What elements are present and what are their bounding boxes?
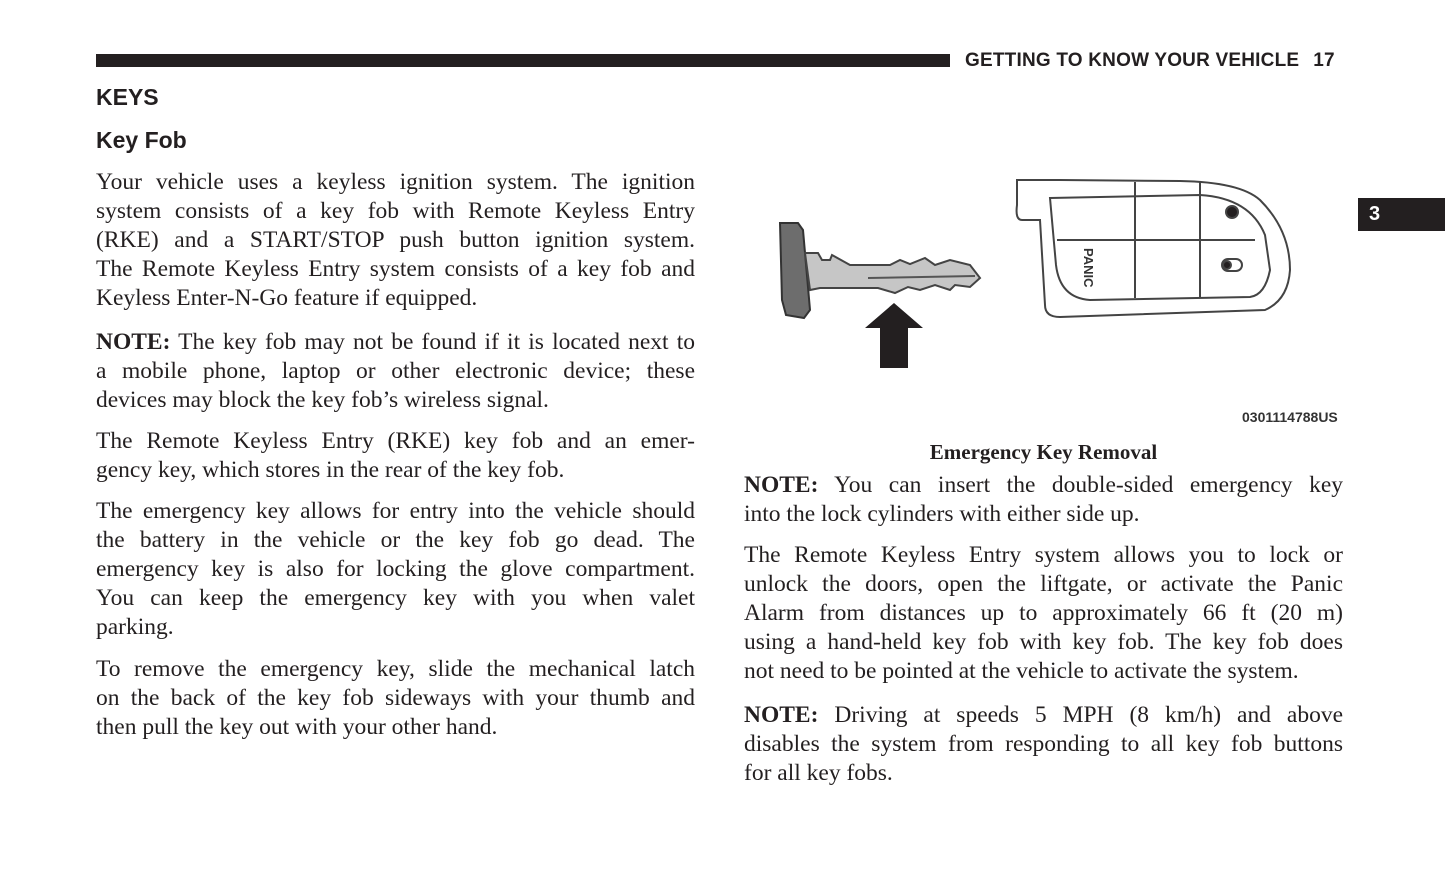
text-line [744, 628, 1343, 657]
note-paragraph [744, 701, 1343, 788]
line-text: parking. [96, 614, 174, 640]
text-line [96, 197, 695, 226]
line-text: into the lock cylinders with either side up. [744, 501, 1140, 527]
text-line [744, 759, 1343, 788]
line-text: gency key, which stores in the rear of the key fob. [96, 457, 565, 483]
text-line [96, 684, 695, 713]
key-fob [1017, 180, 1290, 317]
note-paragraph [96, 328, 695, 415]
text-line [96, 386, 695, 415]
note-label: NOTE: [96, 329, 171, 355]
emergency-key [780, 223, 980, 318]
arrow-up-icon [865, 303, 923, 368]
text-line [96, 328, 695, 357]
text-line [96, 713, 695, 742]
line-text: system consists of a key fob with Remote Keyless Entry [96, 198, 695, 224]
line-text: You can keep the emergency key with you when valet [96, 585, 695, 611]
text-line [744, 570, 1343, 599]
text-line [96, 655, 695, 684]
subsection-title: Key Fob [96, 127, 187, 153]
body-paragraph [744, 541, 1343, 686]
line-text: To remove the emergency key, slide the mechanical latch [96, 656, 695, 682]
line-text: disables the system from responding to all key fob buttons [744, 731, 1343, 757]
line-text: the battery in the vehicle or the key fob go dead. The [96, 527, 695, 553]
line-text: Alarm from distances up to approximately 66 ft (20 m) [744, 600, 1343, 626]
text-line [96, 497, 695, 526]
line-text: emergency key is also for locking the glove compartment. [96, 556, 695, 582]
page-number: 17 [1313, 50, 1335, 71]
panic-button-label: PANIC [1081, 248, 1096, 288]
line-text: The Remote Keyless Entry (RKE) key fob and an emer- [96, 428, 695, 454]
text-line [96, 555, 695, 584]
text-line [96, 613, 695, 642]
note-paragraph [744, 471, 1343, 529]
text-line [744, 657, 1343, 686]
line-text: for all key fobs. [744, 760, 893, 786]
text-line [96, 255, 695, 284]
line-text: Your vehicle uses a keyless ignition system. The ignition [96, 169, 695, 195]
running-title: GETTING TO KNOW YOUR VEHICLE [965, 50, 1300, 71]
figure-code: 0301114788US [1242, 409, 1338, 425]
text-line [744, 500, 1343, 529]
key-fob-illustration [760, 160, 1360, 440]
text-line [96, 284, 695, 313]
line-text: The Remote Keyless Entry system consists of a key fob and [96, 256, 695, 282]
text-line [744, 730, 1343, 759]
text-line [96, 456, 695, 485]
running-header [965, 50, 1335, 72]
line-text: The Remote Keyless Entry system allows you to lock or [744, 542, 1343, 568]
line-text: Keyless Enter-N-Go feature if equipped. [96, 285, 478, 311]
note-label: NOTE: [744, 472, 819, 498]
text-line [744, 599, 1343, 628]
text-line [96, 226, 695, 255]
text-line [744, 471, 1343, 500]
figure-caption: Emergency Key Removal [929, 440, 1158, 464]
line-text: The emergency key allows for entry into the vehicle should [96, 498, 695, 524]
line-text: on the back of the key fob sideways with your thumb and [96, 685, 695, 711]
body-paragraph [96, 168, 695, 313]
text-line [744, 701, 1343, 730]
section-title: KEYS [96, 84, 159, 110]
header-rule [96, 54, 950, 67]
chapter-tab: 3 [1358, 198, 1445, 231]
body-paragraph [96, 655, 695, 742]
line-text: devices may block the key fob’s wireless signal. [96, 387, 549, 413]
text-line [96, 427, 695, 456]
line-text: (RKE) and a START/STOP push button ignition system. [96, 227, 695, 253]
line-text: Driving at speeds 5 MPH (8 km/h) and above [818, 702, 1343, 728]
text-line [96, 584, 695, 613]
text-line [96, 357, 695, 386]
text-line [744, 541, 1343, 570]
line-text: then pull the key out with your other hand. [96, 714, 498, 740]
text-line [96, 526, 695, 555]
line-text: unlock the doors, open the liftgate, or activate the Panic [744, 571, 1343, 597]
line-text: not need to be pointed at the vehicle to activate the system. [744, 658, 1299, 684]
line-text: The key fob may not be found if it is located next to [170, 329, 695, 355]
line-text: using a hand-held key fob with key fob. The key fob does [744, 629, 1343, 655]
line-text: You can insert the double-sided emergency key [818, 472, 1343, 498]
note-label: NOTE: [744, 702, 819, 728]
body-paragraph [96, 497, 695, 642]
text-line [96, 168, 695, 197]
body-paragraph [96, 427, 695, 485]
line-text: a mobile phone, laptop or other electronic device; these [96, 358, 695, 384]
